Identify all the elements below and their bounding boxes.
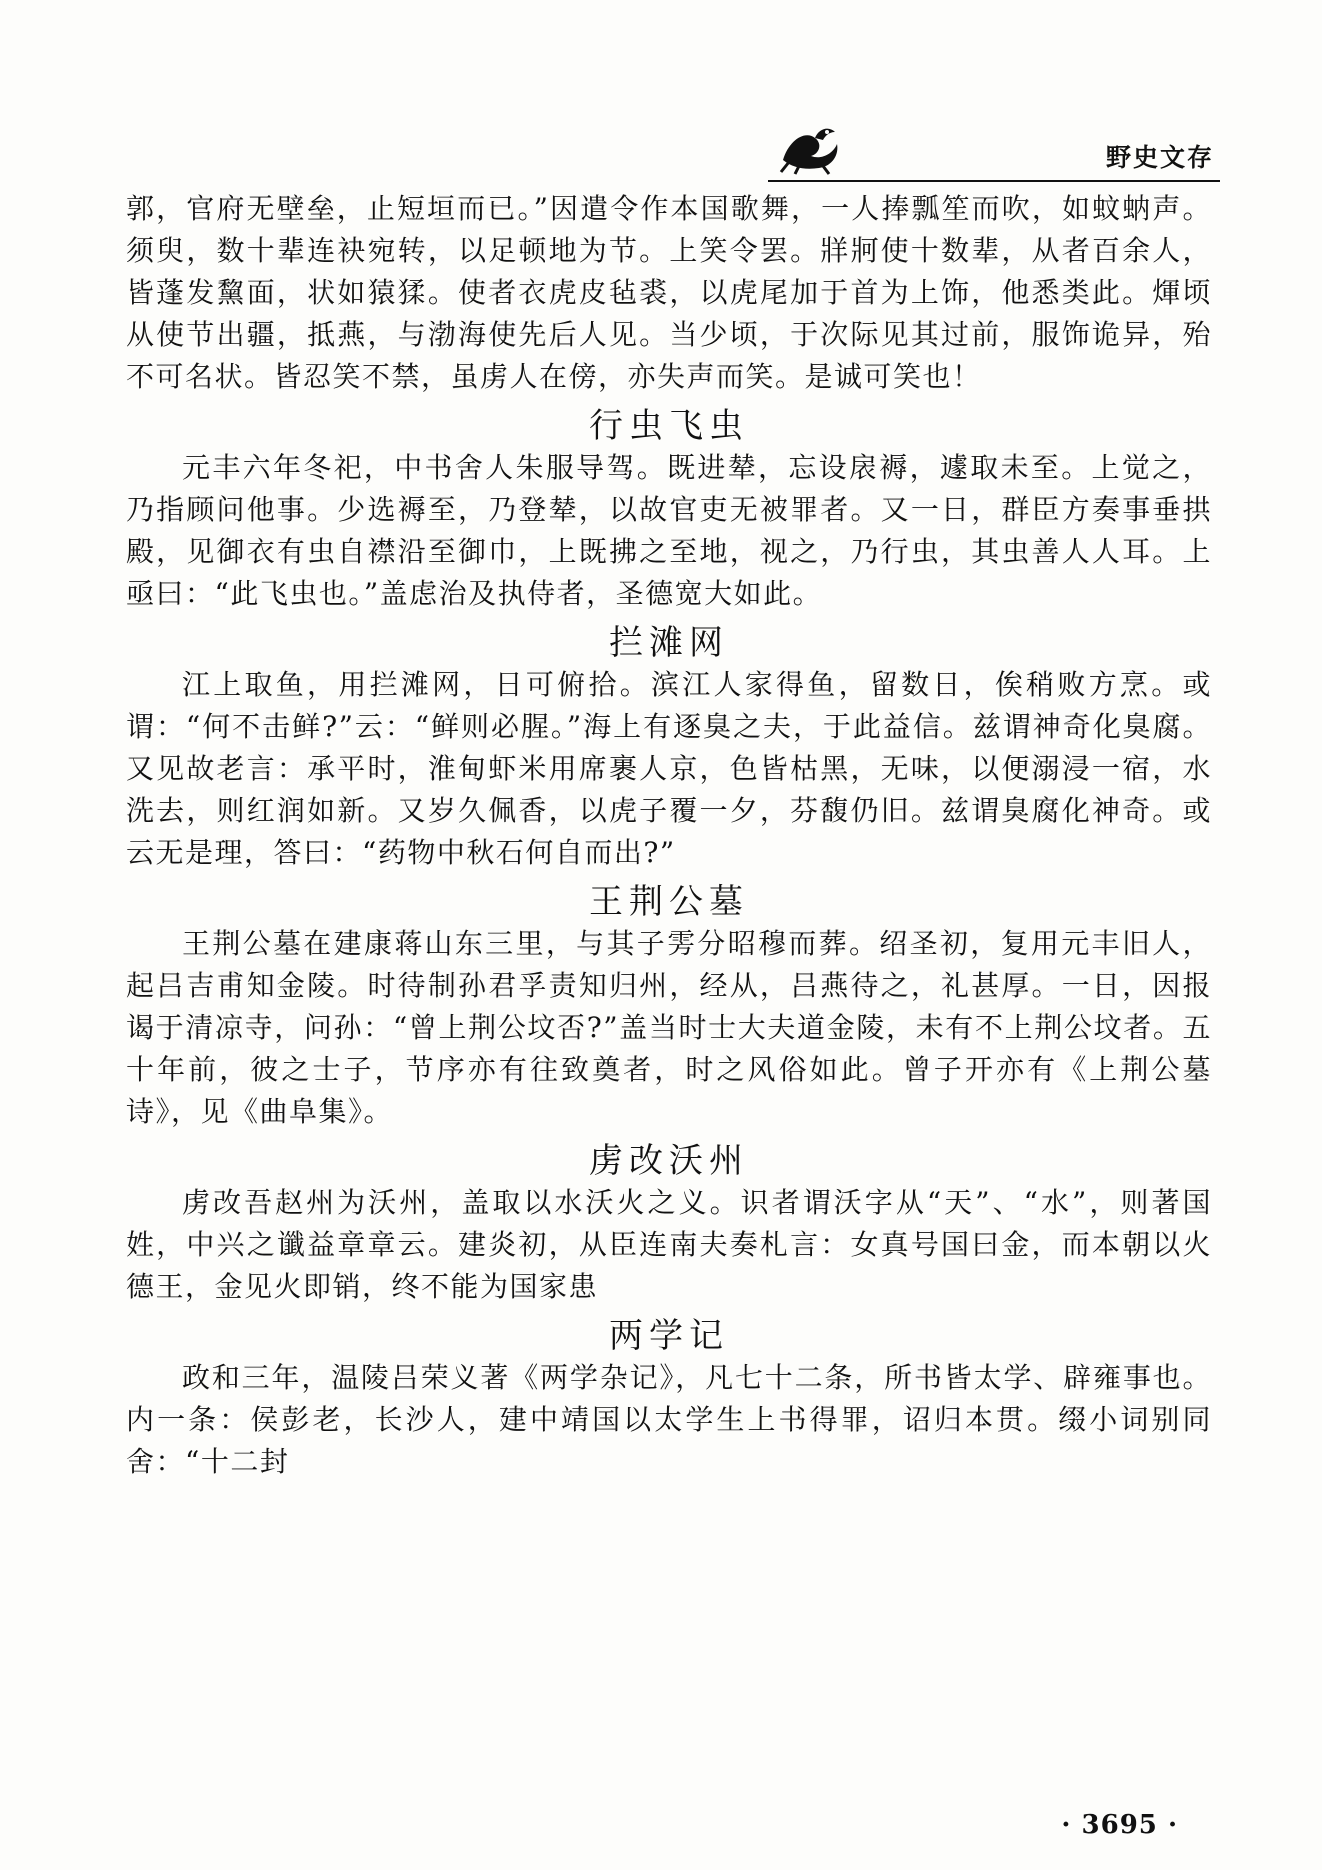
section-paragraph: 虏改吾赵州为沃州，盖取以水沃火之义。识者谓沃字从“天”、“水”，则著国姓，中兴之谶益章章云。建炎初，从臣连南夫奏札言：女真号国曰金，而本朝以火德王，金见火即销，终不能为国家患: [126, 1186, 1212, 1303]
section-title: 王荆公墓: [589, 882, 749, 922]
dragon-emblem-icon: [775, 120, 845, 175]
section-title: 虏改沃州: [589, 1141, 749, 1181]
page-number: · 3695 ·: [1061, 1810, 1178, 1840]
section-title: 行虫飞虫: [589, 406, 749, 446]
section-title: 拦滩网: [609, 623, 729, 663]
page-header: [120, 100, 1220, 180]
paragraph-continued: 郭，官府无壁垒，止短垣而已。”因遣令作本国歌舞，一人捧瓢笙而吹，如蚊蚋声。须臾，数十辈连袂宛转，以足顿地为节。上笑令罢。牂牁使十数辈，从者百余人，皆蓬发黧面，状如猿猱。使者衣虎皮毡裘，以虎尾加于首为上饰，他悉类此。煇顷从使节出疆，抵燕，与渤海使先后人见。当少顷，于次际见其过前，服饰诡异，殆不可名状。皆忍笑不禁，虽虏人在傍，亦失声而笑。是诚可笑也！: [126, 192, 1212, 393]
series-title: 野史文存: [1105, 143, 1214, 172]
page-body: [126, 188, 1212, 1483]
header-rule: [768, 180, 1220, 182]
section-paragraph: 元丰六年冬祀，中书舍人朱服导驾。既进辇，忘设扆褥，遽取未至。上觉之，乃指顾问他事。少选褥至，乃登辇，以故官吏无被罪者。又一日，群臣方奏事垂拱殿，见御衣有虫自襟沿至御巾，上既拂之至地，视之，乃行虫，其虫善人人耳。上亟曰：“此飞虫也。”盖虑治及执侍者，圣德宽大如此。: [126, 451, 1212, 610]
section-paragraph: 政和三年，温陵吕荣义著《两学杂记》，凡七十二条，所书皆太学、辟雍事也。内一条：侯彭老，长沙人，建中靖国以太学生上书得罪，诏归本贯。缀小词别同舍：“十二封: [126, 1361, 1212, 1478]
section-paragraph: 王荆公墓在建康蒋山东三里，与其子雱分昭穆而葬。绍圣初，复用元丰旧人，起吕吉甫知金陵。时待制孙君孚责知归州，经从，吕燕待之，礼甚厚。一日，因报谒于清凉寺，问孙：“曾上荆公坟否?”盖当时士大夫道金陵，未有不上荆公坟者。五十年前，彼之士子，节序亦有往致奠者，时之风俗如此。曾子开亦有《上荆公墓诗》，见《曲阜集》。: [126, 927, 1212, 1128]
section-paragraph: 江上取鱼，用拦滩网，日可俯拾。滨江人家得鱼，留数日，俟稍败方烹。或谓：“何不击鲜?”云：“鲜则必腥。”海上有逐臭之夫，于此益信。兹谓神奇化臭腐。又见故老言：承平时，淮甸虾米用席裹人京，色皆枯黑，无味，以便溺浸一宿，水洗去，则红润如新。又岁久佩香，以虎子覆一夕，芬馥仍旧。兹谓臭腐化神奇。或云无是理，答曰：“药物中秋石何自而出?”: [126, 668, 1212, 869]
section-title: 两学记: [609, 1316, 729, 1356]
